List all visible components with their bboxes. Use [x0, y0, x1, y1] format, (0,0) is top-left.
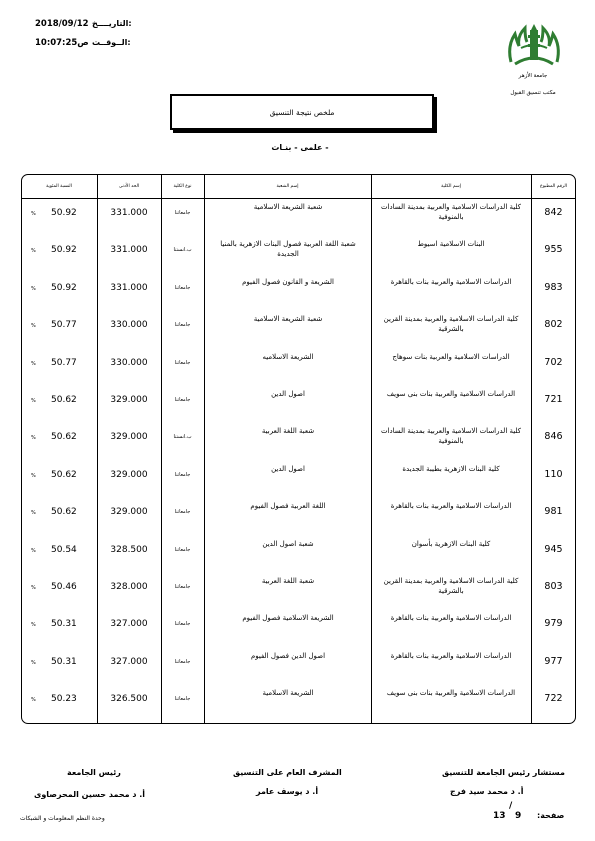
- row-branch: اصول الدين: [271, 464, 305, 473]
- page-label: صفحة:: [537, 811, 565, 820]
- signature-title-university-president: رئيس الجامعة: [67, 768, 121, 777]
- row-type: جامعاتنا: [174, 546, 191, 553]
- header-pct: النسبة المئوية: [46, 184, 72, 189]
- row-min: 330.000: [110, 357, 148, 368]
- table-row: [21, 498, 576, 535]
- row-pct-sign: %: [31, 285, 36, 292]
- row-pct-sign: %: [31, 435, 36, 442]
- row-branch: الشريعة الاسلامية فصول الفيوم: [242, 614, 334, 623]
- row-faculty: الدراسات الاسلامية والعربية بنات بالقاهرة: [390, 614, 512, 623]
- header-min: الحد الأدنى: [118, 184, 140, 189]
- row-faculty: كلية البنات الازهرية بطيبة الجديدة: [402, 464, 500, 473]
- row-branch: شعبة اللغة العربية: [261, 577, 315, 585]
- row-type: جامعاتنا: [174, 658, 191, 665]
- row-faculty: الدراسات الاسلامية والعربية بنات بنى سويف: [386, 390, 516, 398]
- table-row: [21, 349, 576, 386]
- row-pct: 50.31: [51, 619, 77, 630]
- row-type: جامعاتنا: [174, 284, 191, 291]
- row-pct: 50.62: [51, 432, 77, 443]
- row-min: 331.000: [110, 282, 148, 293]
- row-faculty: الدراسات الاسلامية والعربية بنات بالقاهرة: [390, 502, 512, 511]
- row-pct-sign: %: [31, 659, 36, 666]
- row-code: 842: [544, 207, 563, 218]
- signature-name-university-president: أ. د محمد حسين المحرصاوى: [34, 790, 145, 799]
- row-branch: شعبة اللغة العربية فصول البنات الازهرية بالمنيا الجديدة: [220, 240, 356, 259]
- row-min: 329.000: [110, 395, 148, 405]
- row-pct: 50.77: [51, 320, 77, 331]
- page-total: 13: [493, 811, 506, 821]
- table-row: [21, 573, 576, 610]
- row-pct: 50.62: [51, 395, 77, 405]
- row-branch: الشريعة الاسلامية: [262, 689, 314, 698]
- table-row: [21, 236, 576, 273]
- time-value: ص10:07:25: [35, 38, 89, 48]
- row-faculty: كلية الدراسات الاسلامية والعربية بمدينة القرين بالشرقية: [383, 577, 519, 595]
- date-value: 2018/09/12: [35, 19, 89, 29]
- row-code: 721: [544, 394, 563, 405]
- row-code: 722: [544, 693, 563, 705]
- row-pct: 50.92: [51, 208, 77, 218]
- row-type: جامعاتنا: [174, 471, 191, 478]
- row-pct-sign: %: [31, 360, 36, 367]
- row-type: جامعاتنا: [174, 696, 191, 703]
- row-branch: شعبة الشريعة الاسلامية: [253, 203, 323, 211]
- signature-title-general-supervisor: المشرف العام على التنسيق: [233, 768, 342, 777]
- page-current: 9: [515, 811, 522, 821]
- signature-name-coordination-advisor: أ. د محمد سيد فرج: [450, 787, 524, 796]
- row-faculty: كلية الدراسات الاسلامية والعربية بمدينة السادات بالمنوفية: [381, 427, 521, 446]
- row-code: 983: [544, 281, 563, 293]
- table-row: [21, 648, 576, 685]
- row-pct-sign: %: [31, 622, 36, 629]
- time-label: الــوقــت:: [92, 38, 131, 47]
- row-code: 955: [544, 244, 563, 256]
- row-pct-sign: %: [31, 398, 36, 404]
- row-pct: 50.62: [51, 507, 77, 518]
- row-type: جامعاتنا: [174, 621, 191, 628]
- header-type: نوع الكلية: [173, 184, 192, 189]
- row-branch: اصول الدين: [271, 390, 305, 398]
- report-subtitle: - علمى - بنـات: [271, 143, 329, 152]
- department-name: وحدة النظم المعلومات و الشبكات: [20, 815, 105, 822]
- row-branch: اصول الدين فصول الفيوم: [250, 651, 326, 660]
- row-pct: 50.77: [51, 357, 77, 368]
- row-pct: 50.31: [51, 656, 77, 667]
- row-code: 702: [544, 356, 563, 368]
- table-row: [21, 461, 576, 498]
- date-label: التاريــــخ:: [92, 19, 132, 28]
- row-pct: 50.92: [51, 245, 77, 256]
- header-code: الرقم المطبوع: [540, 184, 567, 189]
- signature-title-coordination-advisor: مستشار رئيس الجامعة للتنسيق: [442, 768, 565, 777]
- row-branch: شعبة الشريعة الاسلامية: [253, 315, 323, 324]
- row-min: 328.000: [110, 582, 148, 592]
- row-min: 329.000: [110, 432, 148, 443]
- header-faculty: إسم الكلية: [441, 184, 461, 189]
- row-pct-sign: %: [31, 211, 36, 217]
- row-branch: الشريعة و القانون فصول الفيوم: [242, 277, 334, 286]
- table-row: [21, 311, 576, 348]
- table-row: [21, 685, 576, 722]
- row-code: 945: [544, 543, 563, 555]
- row-pct-sign: %: [31, 248, 36, 255]
- row-faculty: كلية البنات الازهرية بأسوان: [411, 539, 491, 548]
- row-faculty: البنات الاسلامية اسيوط: [417, 240, 485, 249]
- row-type: ب.انستنا: [173, 247, 192, 254]
- row-branch: الشريعة الاسلاميه: [262, 352, 314, 361]
- row-pct-sign: %: [31, 547, 36, 554]
- row-branch: شعبة اصول الدين: [262, 539, 314, 548]
- row-code: 846: [544, 431, 563, 443]
- row-min: 326.500: [110, 694, 148, 705]
- row-pct: 50.92: [51, 282, 77, 293]
- row-pct-sign: %: [31, 510, 36, 517]
- row-min: 327.000: [110, 619, 148, 630]
- row-branch: شعبة اللغة العربية: [261, 427, 315, 436]
- table-row: [21, 386, 576, 423]
- office-name: مكتب تنسيق القبول: [510, 90, 556, 96]
- row-branch: اللغة العربية فصول الفيوم: [250, 502, 326, 511]
- row-pct: 50.54: [51, 544, 77, 555]
- row-type: جامعاتنا: [174, 584, 191, 590]
- row-pct: 50.23: [51, 694, 77, 705]
- row-pct-sign: %: [31, 323, 36, 330]
- row-type: جامعاتنا: [174, 509, 191, 516]
- results-table: [21, 174, 576, 724]
- row-faculty: الدراسات الاسلامية والعربية بنات بنى سويف: [386, 689, 516, 698]
- row-min: 329.000: [110, 507, 148, 518]
- row-code: 802: [544, 319, 563, 331]
- university-name: جامعة الأزهر: [518, 73, 548, 79]
- row-code: 981: [544, 506, 563, 518]
- row-faculty: الدراسات الاسلامية والعربية بنات بالقاهرة: [390, 277, 512, 286]
- al-azhar-logo-icon: [505, 22, 563, 70]
- row-type: جامعاتنا: [174, 210, 191, 216]
- row-min: 328.500: [110, 544, 148, 555]
- row-type: جامعاتنا: [174, 322, 191, 329]
- row-pct-sign: %: [31, 472, 36, 479]
- header-branch: إسم الشعبة: [276, 184, 299, 189]
- table-row: [21, 199, 576, 236]
- row-code: 110: [544, 468, 563, 480]
- row-type: جامعاتنا: [174, 359, 191, 366]
- table-row: [21, 610, 576, 647]
- row-pct: 50.62: [51, 469, 77, 480]
- row-min: 329.000: [110, 469, 148, 480]
- row-faculty: كلية الدراسات الاسلامية والعربية بمدينة القرين بالشرقية: [383, 315, 519, 334]
- table-row: [21, 274, 576, 311]
- row-faculty: الدراسات الاسلامية والعربية بنات بالقاهرة: [390, 651, 512, 660]
- row-pct-sign: %: [31, 585, 36, 591]
- row-code: 979: [544, 618, 563, 630]
- signature-name-general-supervisor: أ. د يوسف عامر: [256, 787, 319, 796]
- page-separator: /: [509, 801, 513, 811]
- table-row: [21, 423, 576, 460]
- row-pct-sign: %: [31, 697, 36, 704]
- row-faculty: كلية الدراسات الاسلامية والعربية بمدينة السادات بالمنوفية: [381, 203, 521, 221]
- row-code: 977: [544, 655, 563, 667]
- row-min: 331.000: [110, 208, 148, 218]
- row-type: ب.انستنا: [173, 434, 192, 441]
- row-code: 803: [544, 581, 563, 592]
- table-row: [21, 536, 576, 573]
- row-faculty: الدراسات الاسلامية والعربية بنات سوهاج: [392, 352, 510, 361]
- row-min: 327.000: [110, 656, 148, 667]
- report-title: ملخص نتيجة التنسيق: [170, 94, 434, 130]
- row-min: 331.000: [110, 245, 148, 256]
- row-min: 330.000: [110, 320, 148, 331]
- row-type: جامعاتنا: [174, 397, 191, 403]
- row-pct: 50.46: [51, 582, 77, 592]
